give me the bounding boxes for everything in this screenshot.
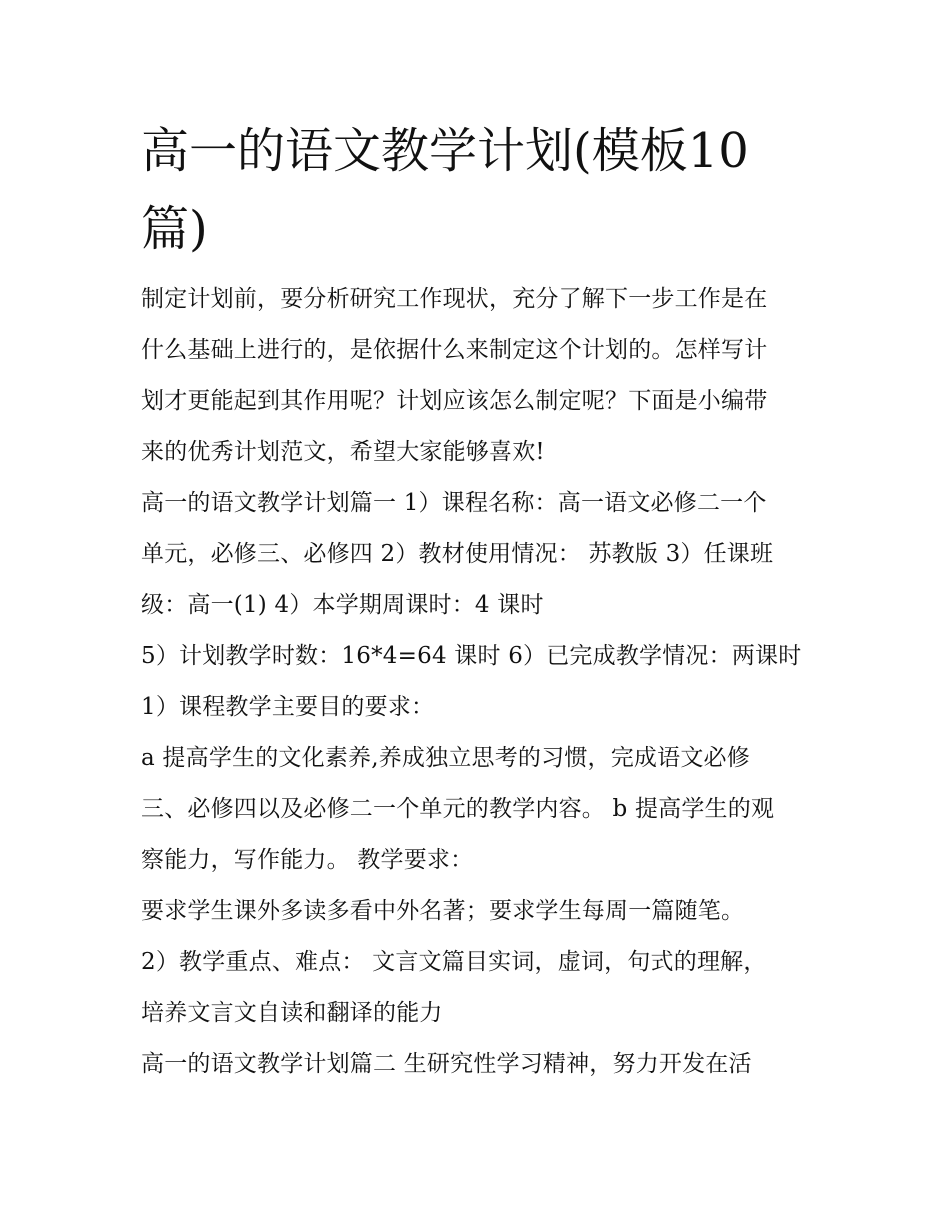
text-line: 高一的语文教学计划篇二 生研究性学习精神，努力开发在活 bbox=[141, 1051, 752, 1077]
text-line: 来的优秀计划范文，希望大家能够喜欢! bbox=[141, 439, 545, 465]
paragraph-intro bbox=[141, 274, 821, 478]
text-line: a 提高学生的文化素养,养成独立思考的习惯，完成语文必修 bbox=[141, 745, 750, 771]
text-line: 2）教学重点、难点： 文言文篇目实词，虚词，句式的理解， bbox=[141, 949, 767, 975]
text-line: 什么基础上进行的，是依据什么来制定这个计划的。怎样写计 bbox=[141, 337, 768, 363]
text-line: 培养文言文自读和翻译的能力 bbox=[141, 1000, 443, 1026]
title-line-1: 高一的语文教学计划(模板10 bbox=[141, 123, 749, 179]
text-line: 单元，必修三、必修四 2）教材使用情况： 苏教版 3）任课班 bbox=[141, 541, 774, 567]
paragraph-plan-two bbox=[141, 1039, 821, 1090]
text-line: 级：高一(1) 4）本学期周课时：4 课时 bbox=[141, 592, 544, 618]
document-title bbox=[141, 112, 821, 268]
text-line: 三、必修四以及必修二一个单元的教学内容。 b 提高学生的观 bbox=[141, 796, 775, 822]
text-line: 要求学生课外多读多看中外名著；要求学生每周一篇随笔。 bbox=[141, 898, 745, 924]
text-line: 5）计划教学时数：16*4=64 课时 6）已完成教学情况：两课时 bbox=[141, 643, 802, 669]
paragraph-objectives bbox=[141, 733, 821, 886]
paragraph-objectives-heading bbox=[141, 682, 821, 733]
text-line: 制定计划前，要分析研究工作现状，充分了解下一步工作是在 bbox=[141, 286, 768, 312]
text-line: 高一的语文教学计划篇一 1）课程名称：高一语文必修二一个 bbox=[141, 490, 767, 516]
text-line: 察能力，写作能力。 教学要求： bbox=[141, 847, 474, 873]
text-line: 划才更能起到其作用呢？计划应该怎么制定呢？下面是小编带 bbox=[141, 388, 768, 414]
text-line: 1）课程教学主要目的要求： bbox=[141, 694, 435, 720]
paragraph-plan-one bbox=[141, 478, 821, 631]
paragraph-teaching-hours bbox=[141, 631, 821, 682]
document-body bbox=[141, 274, 821, 1090]
paragraph-key-points bbox=[141, 937, 821, 1039]
paragraph-requirements bbox=[141, 886, 821, 937]
title-line-2: 篇) bbox=[141, 201, 208, 257]
